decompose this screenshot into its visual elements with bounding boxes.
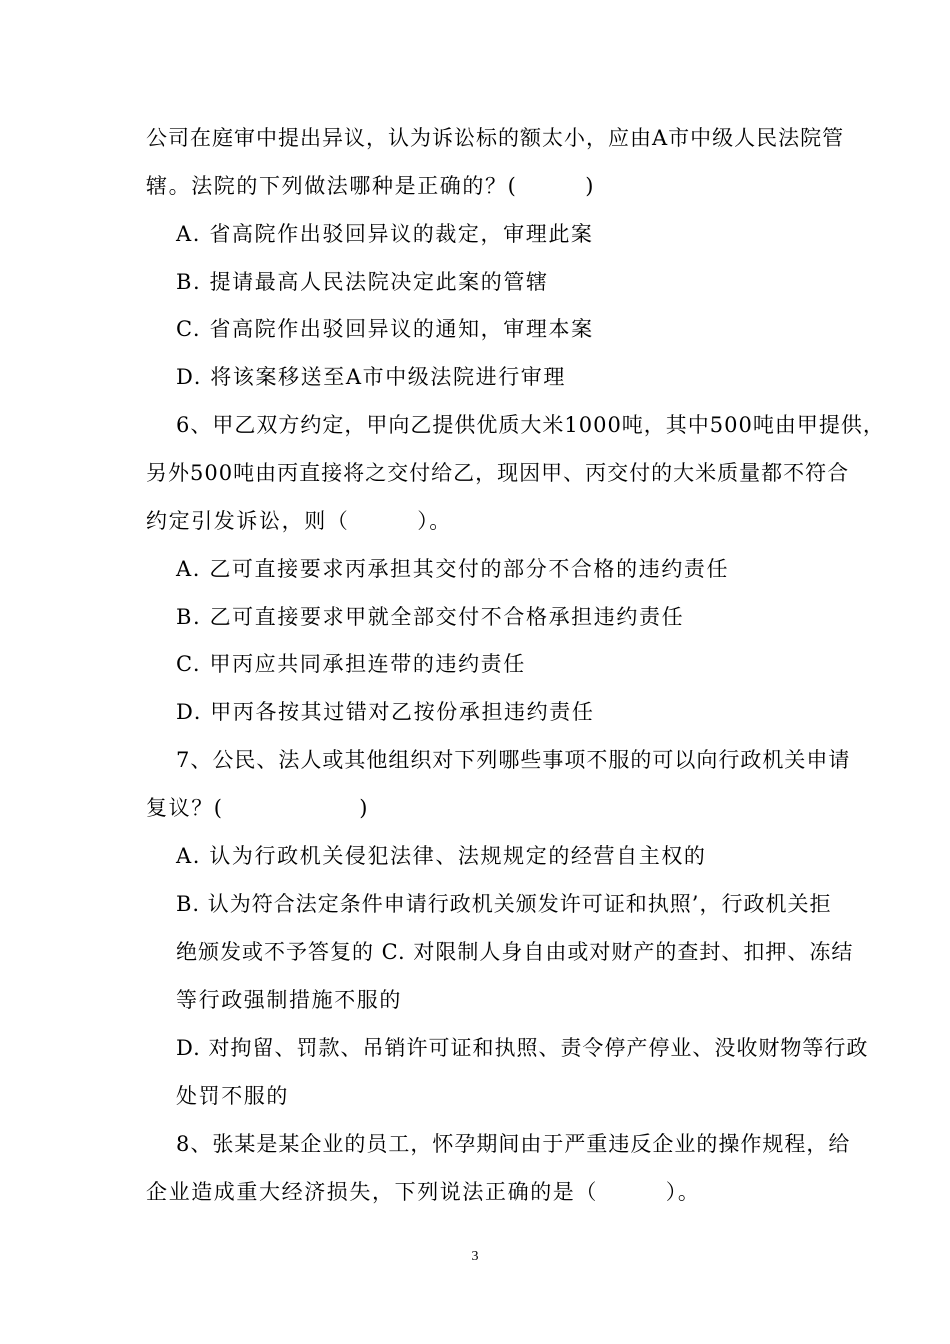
text-line: 公司在庭审中提出异议，认为诉讼标的额太小，应由A市中级人民法院管 [146,126,845,150]
page-number: 3 [471,1249,479,1264]
option-line: D. 对拘留、罚款、吊销许可证和执照、责令停产停业、没收财物等行政 [176,1036,869,1060]
text-line: 约定引发诉讼，则（ ）。 [146,509,452,533]
question-line: 8、张某是某企业的员工，怀孕期间由于严重违反企业的操作规程，给 [176,1132,851,1156]
option-line: B. 认为符合法定条件申请行政机关颁发许可证和执照’，行政机关拒 [176,892,832,916]
option-line: D. 将该案移送至A市中级法院进行审理 [176,365,567,389]
option-line: A. 认为行政机关侵犯法律、法规规定的经营自主权的 [176,844,707,868]
question-line: 6、甲乙双方约定，甲向乙提供优质大米1000吨，其中500吨由甲提供， [176,413,885,437]
option-line: 绝颁发或不予答复的 C. 对限制人身自由或对财产的查封、扣押、冻结 [176,940,854,964]
option-line: C. 甲丙应共同承担连带的违约责任 [176,652,526,676]
text-line: 复议？( ) [146,796,369,820]
text-line: 辖。法院的下列做法哪种是正确的？( ) [146,174,595,198]
option-line: B. 提请最高人民法院决定此案的管辖 [176,270,549,294]
option-line: A. 乙可直接要求丙承担其交付的部分不合格的违约责任 [176,557,730,581]
text-line: 另外500吨由丙直接将之交付给乙，现因甲、丙交付的大米质量都不符合 [146,461,850,485]
text-line: 企业造成重大经济损失，下列说法正确的是（ ）。 [146,1180,701,1204]
option-line: C. 省高院作出驳回异议的通知，审理本案 [176,317,594,341]
option-line: 等行政强制措施不服的 [176,988,402,1012]
option-line: D. 甲丙各按其过错对乙按份承担违约责任 [176,700,595,724]
option-line: 处罚不服的 [176,1084,289,1108]
option-line: B. 乙可直接要求甲就全部交付不合格承担违约责任 [176,605,685,629]
option-line: A. 省高院作出驳回异议的裁定，审理此案 [176,222,594,246]
question-line: 7、公民、法人或其他组织对下列哪些事项不服的可以向行政机关申请 [176,748,851,772]
